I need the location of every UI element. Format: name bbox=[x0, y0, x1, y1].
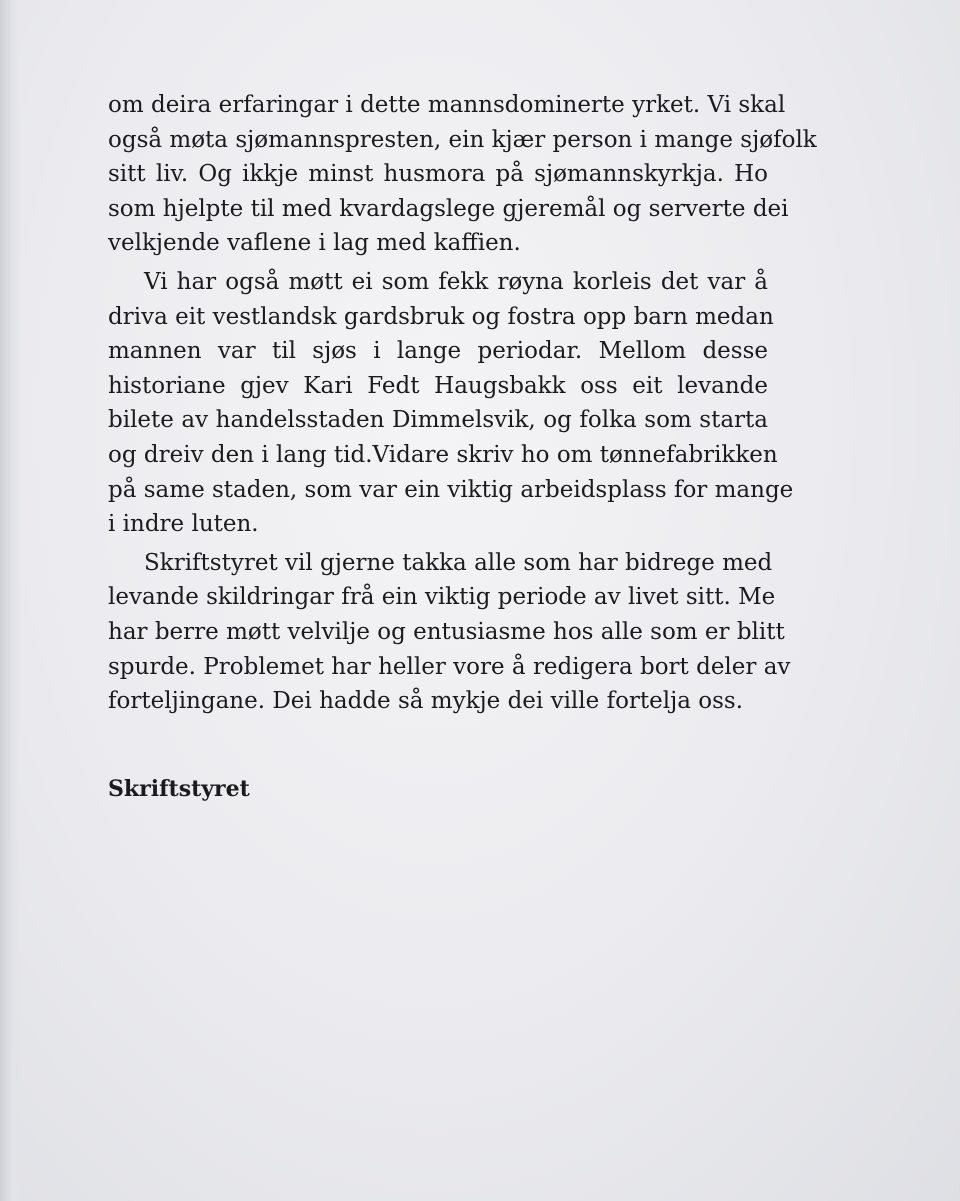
text-line: Skriftstyret vil gjerne takka alle som har bidrege med bbox=[144, 549, 773, 576]
text-line: Vi har også møtt ei som fekk røyna korleis det var å bbox=[144, 268, 768, 295]
text-line: historiane gjev Kari Fedt Haugsbakk oss eit levande bbox=[108, 372, 768, 399]
body-text bbox=[108, 88, 817, 719]
paragraph-3 bbox=[108, 546, 791, 719]
text-line: levande skildringar frå ein viktig periode av livet sitt. Me bbox=[108, 584, 776, 611]
text-line: driva eit vestlandsk gardsbruk og fostra opp barn medan bbox=[108, 303, 774, 330]
text-line: om deira erfaringar i dette mannsdominerte yrket. Vi skal bbox=[108, 92, 786, 118]
page-spine-shadow bbox=[0, 0, 22, 1201]
signature: Skriftstyret bbox=[108, 776, 250, 802]
text-line: i indre luten. bbox=[108, 511, 259, 538]
text-line: sitt liv. Og ikkje minst husmora på sjømannskyrkja. Ho bbox=[108, 161, 768, 188]
paragraph-1 bbox=[108, 88, 817, 261]
text-line: velkjende vaflene i lag med kaffien. bbox=[108, 230, 521, 257]
text-line: også møta sjømannspresten, ein kjær person i mange sjøfolk bbox=[108, 126, 817, 153]
show-through-text-decoration bbox=[110, 800, 830, 842]
text-line: som hjelpte til med kvardagslege gjeremål og serverte dei bbox=[108, 195, 789, 222]
text-line: mannen var til sjøs i lange periodar. Mellom desse bbox=[108, 338, 768, 365]
text-line: spurde. Problemet har heller vore å redigera bort deler av bbox=[108, 653, 791, 680]
text-line: forteljingane. Dei hadde så mykje dei ville fortelja oss. bbox=[108, 688, 744, 715]
text-line: og dreiv den i lang tid.Vidare skriv ho om tønnefabrikken bbox=[108, 441, 778, 468]
text-line: bilete av handelsstaden Dimmelsvik, og folka som starta bbox=[108, 407, 768, 434]
text-line: har berre møtt velvilje og entusiasme hos alle som er blitt bbox=[108, 618, 785, 645]
paragraph-2 bbox=[108, 265, 794, 542]
text-line: på same staden, som var ein viktig arbeidsplass for mange bbox=[108, 476, 794, 503]
